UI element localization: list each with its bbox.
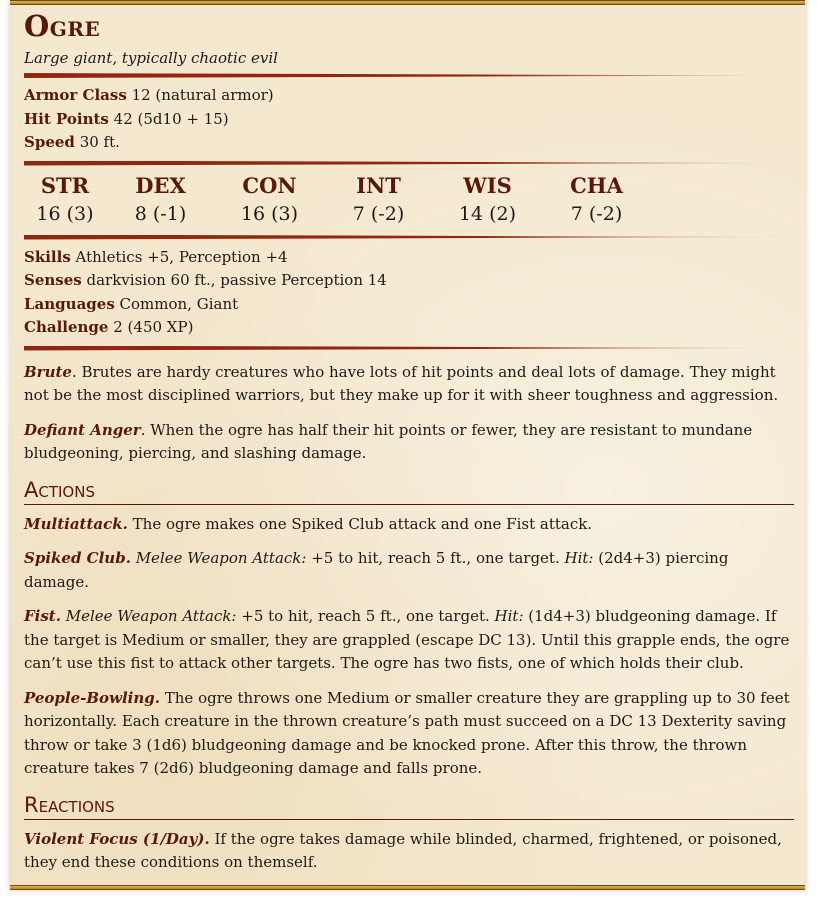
challenge: Challenge 2 (450 XP) [24,318,194,336]
speed: Speed 30 ft. [24,133,120,151]
divider [24,346,794,351]
ability-scores [24,172,794,229]
ability-int: INT 7 (-2) [352,172,405,225]
details [24,246,794,340]
divider [24,235,794,240]
bottom-border-bar [10,885,805,890]
ability-cha: CHA 7 (-2) [570,172,623,225]
action-spiked-club: Spiked Club. Melee Weapon Attack: +5 to hit, reach 5 ft., one target. Hit: (2d4+3) piercing damage. [24,549,729,591]
actions-heading: Actions [24,477,794,505]
hit-points: Hit Points 42 (5d10 + 15) [24,109,229,128]
monster-type: Large giant, typically chaotic evil [24,49,278,67]
divider [24,161,794,166]
action-fist: Fist. Melee Weapon Attack: +5 to hit, reach 5 ft., one target. Hit: (1d4+3) bludgeoning damage. If the target is Medium or smaller, they are grappled (escape DC 13). Until this grapple ends, the ogre can’t use this fist to attack other targets. The ogre has two fists, one of which holds their club. [24,607,790,672]
top-border-bar [10,0,805,5]
action-people-bowling: People-Bowling. The ogre throws one Medium or smaller creature they are grappling up to 30 feet horizontally. Each creature in the thrown creature’s path must succeed on a DC 13 Dexterity saving throw or take 3 (1d6) bludgeoning damage and be knocked prone. After this throw, the thrown creature takes 7 (2d6) bludgeoning damage and falls prone. [24,688,790,777]
reaction-violent-focus: Violent Focus (1/Day). If the ogre takes damage while blinded, charmed, frightened, or poisoned, they end these conditions on themself. [24,829,782,871]
languages: Languages Common, Giant [24,294,239,313]
senses: Senses darkvision 60 ft., passive Perception 14 [24,271,387,289]
divider [24,73,794,78]
reactions-heading: Reactions [24,792,794,820]
armor-class: Armor Class 12 (natural armor) [24,86,274,104]
ability-str: STR 16 (3) [36,172,94,225]
trait-brute: Brute. Brutes are hardy creatures who have lots of hit points and deal lots of damage. They might not be the most disciplined warriors, but they make up for it with sheer toughness and aggression. [24,362,779,404]
skills: Skills Athletics +5, Perception +4 [24,247,288,266]
ability-con: CON 16 (3) [240,172,299,225]
monster-name: Ogre [24,9,101,43]
trait-defiant-anger: Defiant Anger. When the ogre has half their hit points or fewer, they are resistant to mundane bludgeoning, piercing, and slashing damage. [24,420,753,462]
stat-block [24,8,794,886]
action-multiattack: Multiattack. The ogre makes one Spiked Club attack and one Fist attack. [24,514,593,533]
core-stats [24,84,794,155]
ability-dex: DEX 8 (-1) [134,172,187,225]
ability-wis: WIS 14 (2) [458,172,517,225]
